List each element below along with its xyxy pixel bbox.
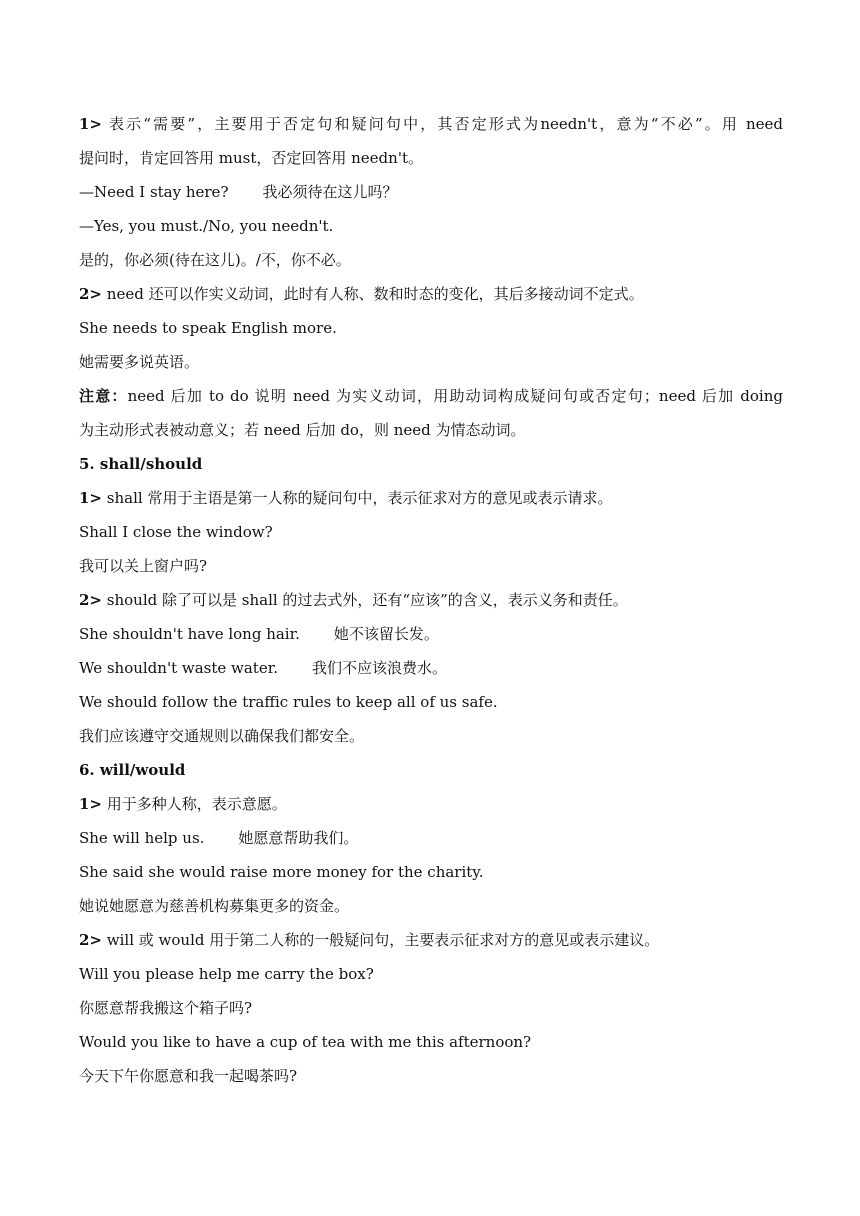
line-text: She will help us. bbox=[79, 829, 205, 847]
example-sentence bbox=[79, 651, 783, 685]
example-sentence bbox=[79, 821, 783, 855]
translation-line bbox=[79, 345, 783, 379]
line-text: 用于多种人称，表示意愿。 bbox=[102, 795, 287, 813]
example-sentence bbox=[79, 311, 783, 345]
translation-text: 她不该留长发。 bbox=[333, 625, 439, 643]
translation-line bbox=[79, 889, 783, 923]
line-text: Would you like to have a cup of tea with me this afternoon? bbox=[79, 1033, 532, 1051]
text-line bbox=[79, 107, 783, 141]
text-line bbox=[79, 481, 783, 515]
line-text: 是的，你必须(待在这儿)。/不，你不必。 bbox=[79, 251, 351, 269]
line-text: 今天下午你愿意和我一起喝茶吗? bbox=[79, 1067, 298, 1085]
example-sentence bbox=[79, 175, 783, 209]
note-label: 注意： bbox=[79, 387, 128, 405]
line-text: She shouldn't have long hair. bbox=[79, 625, 300, 643]
translation-text: 她愿意帮助我们。 bbox=[238, 829, 359, 847]
example-sentence bbox=[79, 855, 783, 889]
translation-line bbox=[79, 991, 783, 1025]
line-text: 我可以关上窗户吗? bbox=[79, 557, 208, 575]
heading-text: 6. will/would bbox=[79, 761, 186, 779]
line-text: We should follow the traffic rules to keep all of us safe. bbox=[79, 693, 498, 711]
line-text: shall 常用于主语是第一人称的疑问句中，表示征求对方的意见或表示请求。 bbox=[102, 489, 613, 507]
line-text: She said she would raise more money for the charity. bbox=[79, 863, 484, 881]
line-text: Shall I close the window? bbox=[79, 523, 273, 541]
section-heading bbox=[79, 447, 783, 481]
translation-line bbox=[79, 549, 783, 583]
translation-text: 我必须待在这儿吗？ bbox=[262, 183, 398, 201]
line-text: 你愿意帮我搬这个箱子吗? bbox=[79, 999, 253, 1017]
line-text: should 除了可以是 shall 的过去式外，还有“应该”的含义，表示义务和责任。 bbox=[102, 591, 628, 609]
item-marker: 2> bbox=[79, 285, 103, 303]
example-sentence bbox=[79, 957, 783, 991]
text-line bbox=[79, 787, 783, 821]
document-body bbox=[79, 107, 783, 1093]
line-text: 提问时，肯定回答用 must，否定回答用 needn't。 bbox=[79, 149, 423, 167]
text-line bbox=[79, 413, 783, 447]
line-text: need 还可以作实义动词，此时有人称、数和时态的变化，其后多接动词不定式。 bbox=[102, 285, 644, 303]
line-text: 她需要多说英语。 bbox=[79, 353, 200, 371]
text-line bbox=[79, 583, 783, 617]
line-text: 我们应该遵守交通规则以确保我们都安全。 bbox=[79, 727, 365, 745]
translation-line bbox=[79, 719, 783, 753]
line-text: Will you please help me carry the box? bbox=[79, 965, 374, 983]
translation-line bbox=[79, 1059, 783, 1093]
line-text: 为主动形式表被动意义；若 need 后加 do，则 need 为情态动词。 bbox=[79, 421, 526, 439]
item-marker: 1> bbox=[79, 795, 103, 813]
line-text: She needs to speak English more. bbox=[79, 319, 337, 337]
example-sentence bbox=[79, 209, 783, 243]
example-sentence bbox=[79, 1025, 783, 1059]
line-text: need 后加 to do 说明 need 为实义动词，用助动词构成疑问句或否定句；need 后加 doing bbox=[127, 387, 783, 405]
text-line bbox=[79, 923, 783, 957]
text-line bbox=[79, 277, 783, 311]
line-text: 表示“需要”，主要用于否定句和疑问句中，其否定形式为needn't，意为“不必”。用 need bbox=[102, 115, 783, 133]
translation-line bbox=[79, 243, 783, 277]
item-marker: 1> bbox=[79, 115, 103, 133]
text-line bbox=[79, 141, 783, 175]
note-line bbox=[79, 379, 783, 413]
item-marker: 2> bbox=[79, 591, 103, 609]
line-text: 她说她愿意为慈善机构募集更多的资金。 bbox=[79, 897, 350, 915]
item-marker: 2> bbox=[79, 931, 103, 949]
translation-text: 我们不应该浪费水。 bbox=[312, 659, 448, 677]
example-sentence bbox=[79, 685, 783, 719]
section-heading bbox=[79, 753, 783, 787]
example-sentence bbox=[79, 515, 783, 549]
line-text: —Need I stay here? bbox=[79, 183, 229, 201]
line-text: will 或 would 用于第二人称的一般疑问句，主要表示征求对方的意见或表示建议。 bbox=[102, 931, 660, 949]
line-text: —Yes, you must./No, you needn't. bbox=[79, 217, 334, 235]
heading-text: 5. shall/should bbox=[79, 455, 203, 473]
example-sentence bbox=[79, 617, 783, 651]
item-marker: 1> bbox=[79, 489, 103, 507]
line-text: We shouldn't waste water. bbox=[79, 659, 278, 677]
